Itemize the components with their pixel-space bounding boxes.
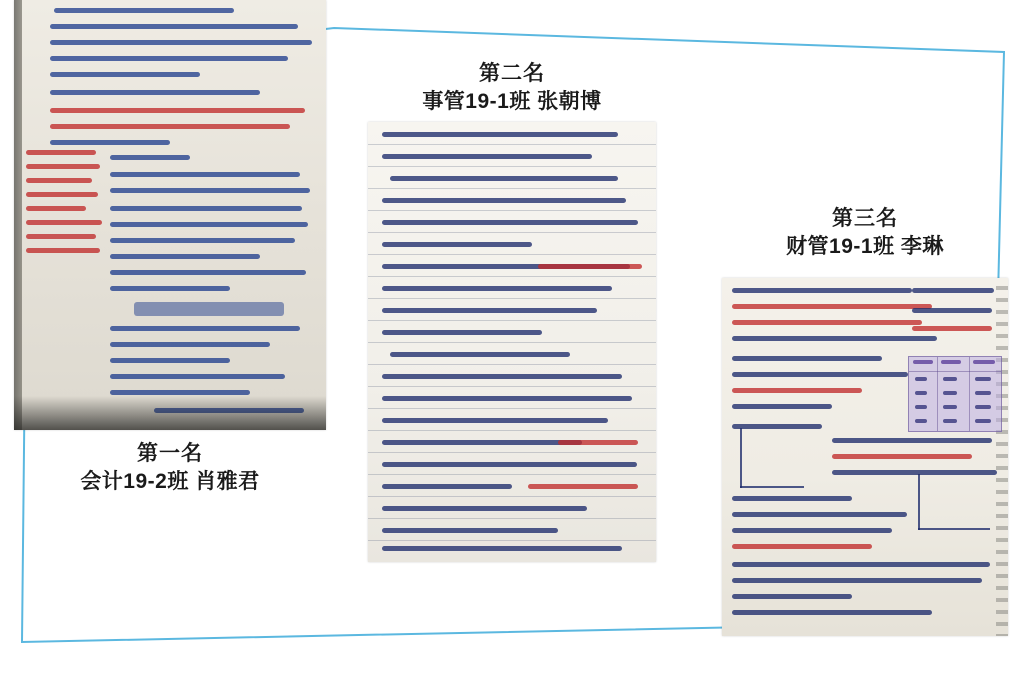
paper-surface-1 [14,0,326,430]
notebook-photo-calculus [14,0,326,430]
rank-label-first: 第一名 [137,442,203,465]
caption-third-place [700,205,1024,260]
spiral-binding [996,278,1008,636]
demand-table [908,356,1002,432]
notebook-photo-economics [722,278,1008,636]
winner-name-first: 会计19-2班 肖雅君 [80,469,260,493]
caption-second-place [368,60,656,115]
paper-left-edge [14,0,22,430]
rank-label-second: 第二名 [479,62,545,85]
caption-first-place [0,440,340,495]
winner-name-second: 事管19-1班 张朝博 [422,89,602,113]
photo-shadow-1 [14,396,326,430]
winner-name-third: 财管19-1班 李琳 [786,234,944,258]
notebook-photo-english-vocabulary [368,122,656,562]
rank-label-third: 第三名 [832,207,898,230]
